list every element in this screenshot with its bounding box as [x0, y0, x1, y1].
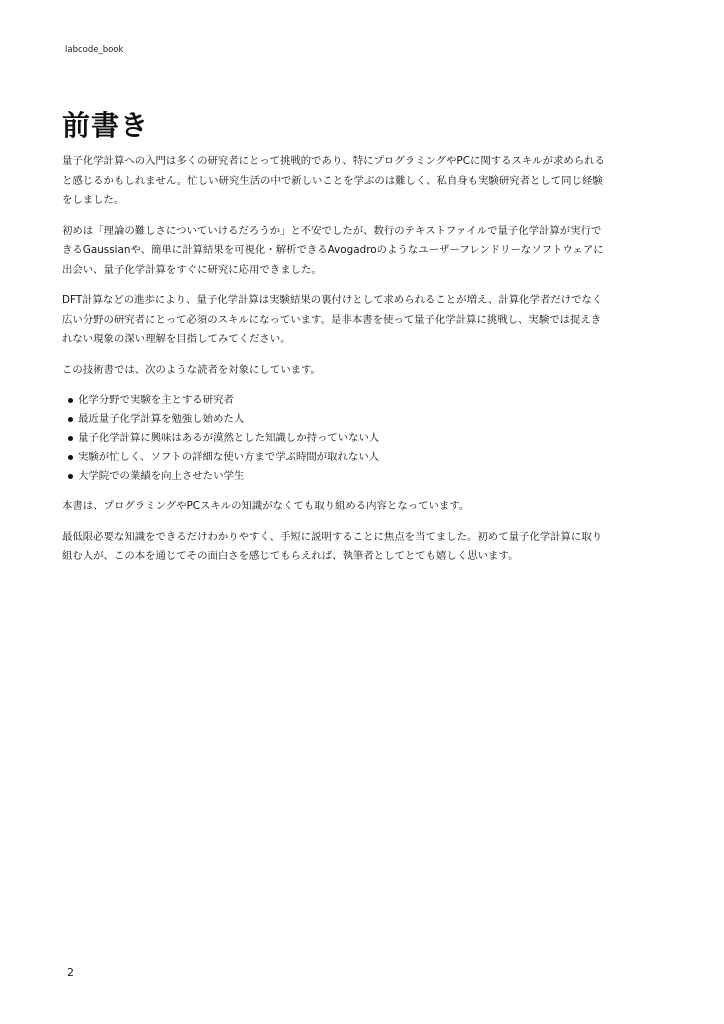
audience-list-item	[62, 467, 606, 486]
audience-item-text: 最近量子化学計算を勉強し始めた人	[78, 413, 245, 425]
page-title: 前書き	[62, 109, 150, 142]
prerequisite-paragraph: 本書は、プログラミングやPCスキルの知識がなくても取り組める内容となっています。	[62, 500, 470, 512]
intro-paragraph-1: 量子化学計算への入門は多くの研究者にとって挑戦的であり、特にプログラミングやPCに関するスキルが求められると感じるかもしれません。忙しい研究生活の中で新しいことを学ぶのは難しく、私自身も実験研究者として同じ経験をしました。	[62, 155, 605, 206]
audience-item-text: 実験が忙しく、ソフトの詳細な使い方まで学ぶ時間が取れない人	[78, 451, 380, 463]
audience-list-item	[62, 448, 606, 467]
page-number: 2	[67, 966, 74, 979]
audience-item-text: 量子化学計算に興味はあるが漠然とした知識しか持っていない人	[78, 432, 380, 444]
bullet-icon	[68, 398, 73, 403]
audience-item-text: 大学院での業績を向上させたい学生	[78, 470, 245, 482]
audience-list-item	[62, 391, 606, 410]
bullet-icon	[68, 455, 73, 460]
audience-list-item	[62, 410, 606, 429]
audience-list	[62, 391, 606, 486]
main-content	[62, 152, 606, 578]
intro-paragraph-3: DFT計算などの進歩により、量子化学計算は実験結果の裏付けとして求められることが増え、計算化学者だけでなく広い分野の研究者にとって必須のスキルになっています。是非本書を使って量子化学計算に挑戦し、実験では捉えきれない現象の深い理解を目指してみてください。	[62, 294, 603, 345]
intro-paragraph-2: 初めは「理論の難しさについていけるだろうか」と不安でしたが、数行のテキストファイルで量子化学計算が実行できるGaussianや、簡単に計算結果を可視化・解析できるAvogadroのようなユーザーフレンドリーなソフトウェアに出会い、量子化学計算をすぐに研究に応用できました。	[62, 224, 604, 276]
running-header: labcode_book	[65, 45, 124, 55]
closing-paragraph: 最低限必要な知識をできるだけわかりやすく、手短に説明することに焦点を当てました。初めて量子化学計算に取り組む人が、この本を通じてその面白さを感じてもらえれば、執筆者としてとても嬉しく思います。	[62, 530, 603, 562]
audience-intro-paragraph: この技術書では、次のような読者を対象にしています。	[62, 363, 321, 376]
bullet-icon	[68, 417, 73, 422]
bullet-icon	[68, 436, 73, 441]
bullet-icon	[68, 474, 73, 479]
audience-list-item	[62, 429, 606, 448]
audience-item-text: 化学分野で実験を主とする研究者	[78, 394, 234, 406]
